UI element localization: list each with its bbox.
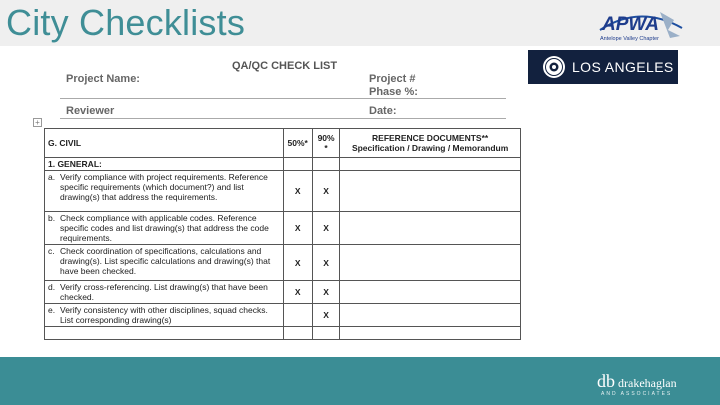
reference-header-line2: Specification / Drawing / Memorandum — [351, 143, 509, 153]
item-letter: e. — [48, 305, 56, 315]
reference-cell — [340, 281, 521, 304]
los-angeles-text: LOS ANGELES — [572, 59, 674, 75]
table-row — [45, 245, 521, 281]
project-name-label: Project Name: — [66, 73, 140, 85]
pct50-mark — [283, 304, 312, 327]
table-row — [45, 212, 521, 245]
pct90-mark: X — [312, 281, 339, 304]
reference-cell — [340, 212, 521, 245]
table-row — [45, 304, 521, 327]
section-row — [45, 158, 521, 171]
firm-subtitle: AND ASSOCIATES — [601, 391, 673, 397]
item-letter: d. — [48, 282, 56, 292]
pct50-mark: X — [283, 171, 312, 212]
document-title: QA/QC CHECK LIST — [232, 60, 338, 72]
item-text: Check compliance with applicable codes. Reference specific codes and list drawing(s) that address the code requirements. — [60, 213, 269, 243]
pct90-mark: X — [312, 212, 339, 245]
pct90-mark: X — [312, 171, 339, 212]
city-seal-icon — [542, 55, 566, 79]
project-number-label: Project # — [369, 73, 416, 85]
item-text: Verify cross-referencing. List drawing(s) that have been checked. — [60, 282, 268, 302]
svg-text:APWA: APWA — [602, 14, 659, 35]
pct50-mark: X — [283, 212, 312, 245]
item-letter: b. — [48, 213, 56, 223]
apwa-logo — [590, 6, 690, 44]
pct90-header: 90% * — [312, 129, 339, 158]
item-letter: a. — [48, 172, 56, 182]
item-text: Check coordination of specifications, calculations and drawing(s). List specific calculations and drawing(s) that have been checked. — [60, 246, 271, 276]
phase-label: Phase %: — [369, 86, 418, 98]
item-text: Verify compliance with project requirements. Reference specific requirements (which document?) and list drawing(s) that address the requirements. — [60, 172, 268, 202]
reviewer-label: Reviewer — [66, 105, 115, 117]
firm-monogram: db — [597, 371, 615, 391]
pct90-mark: X — [312, 304, 339, 327]
reference-cell — [340, 245, 521, 281]
section-header: G. CIVIL — [45, 129, 284, 158]
reference-cell — [340, 304, 521, 327]
slide-title: City Checklists — [6, 2, 246, 43]
divider — [60, 118, 506, 119]
reference-header-line1: REFERENCE DOCUMENTS** — [372, 133, 489, 143]
section-title: 1. GENERAL: — [45, 158, 284, 171]
table-row — [45, 327, 521, 340]
divider — [60, 98, 506, 99]
checklist-table — [44, 128, 521, 340]
table-move-handle-icon[interactable]: + — [33, 118, 42, 127]
table-row — [45, 281, 521, 304]
reference-header — [340, 129, 521, 158]
checklist-document — [30, 56, 525, 342]
pct90-mark: X — [312, 245, 339, 281]
item-letter: c. — [48, 246, 55, 256]
table-row — [45, 171, 521, 212]
firm-name: drakehaglan — [618, 376, 677, 390]
pct50-mark: X — [283, 245, 312, 281]
item-text: Verify consistency with other disciplines, squad checks. List corresponding drawing(s) — [60, 305, 268, 325]
table-header-row — [45, 129, 521, 158]
apwa-subtitle: Antelope Valley Chapter — [600, 36, 659, 42]
date-label: Date: — [369, 105, 397, 117]
pct50-header: 50%* — [283, 129, 312, 158]
reference-cell — [340, 171, 521, 212]
pct50-mark: X — [283, 281, 312, 304]
los-angeles-logo — [528, 50, 678, 84]
